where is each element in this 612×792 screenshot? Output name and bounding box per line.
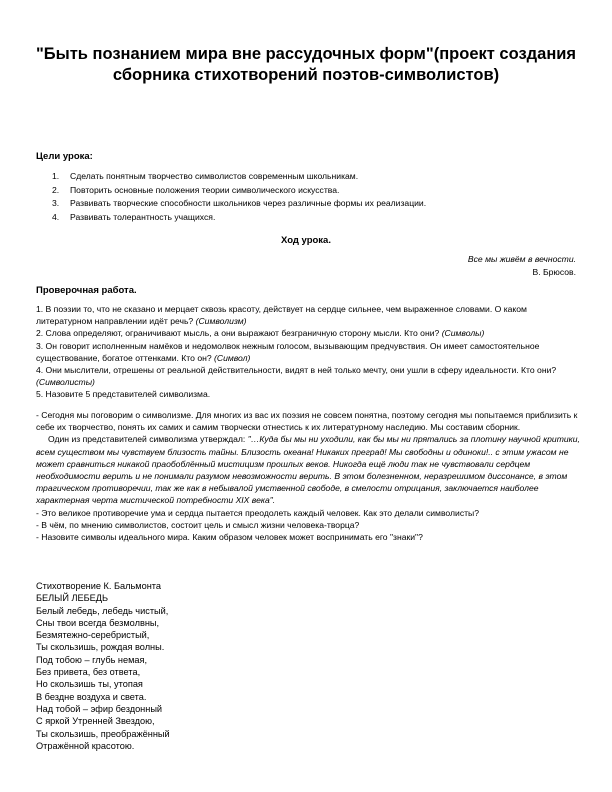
- list-item: [52, 170, 426, 184]
- paragraph: - Сегодня мы поговорим о символизме. Для многих из вас их поэзия не совсем понятна, поэтому сегодня мы попытаемся приблизить к себе их творчество, понять их самих и самим творчески отнестись к их литературному наследию. Мы составим сборник.: [36, 410, 578, 433]
- page-title: "Быть познанием мира вне рассудочных форм"(проект создания сборника стихотворений поэтов-символистов): [35, 45, 577, 84]
- goals-heading: Цели урока:: [36, 151, 93, 162]
- poem-line: Отражённой красотою.: [36, 740, 135, 751]
- list-number: 3.: [52, 198, 60, 208]
- paragraph: - Назовите символы идеального мира. Каким образом человек может воспринимать его "знаки"?: [36, 532, 423, 543]
- answer-text: (Символ): [214, 352, 251, 363]
- question-text: 1. В поэзии то, что не сказано и мерцает сквозь красоту, действует на сердце сильнее, чем выраженное словами. О каком литературном направлении идёт речь?: [36, 304, 527, 327]
- question-text: 2. Слова определяют, ограничивают мысль, а они выражают безграничную сторону мысли. Кто они?: [36, 328, 440, 339]
- epigraph-author: В. Брюсов.: [532, 267, 576, 277]
- poem-line: Под тобою – глубь немая,: [36, 654, 148, 665]
- poem-line: Безмятежно-серебристый,: [36, 630, 150, 641]
- quiz-question: [36, 303, 581, 327]
- quiz-question: [36, 327, 581, 339]
- list-text: Повторить основные положения теории символического искусства.: [70, 184, 340, 195]
- poem-line: Сны твои всегда безмолвны,: [36, 617, 160, 628]
- paragraph: - Это великое противоречие ума и сердца пытается преодолеть каждый человек. Как это делали символисты?: [36, 507, 480, 518]
- poem-intro: Стихотворение К. Бальмонта: [36, 581, 162, 591]
- epigraph-quote: Все мы живём в вечности.: [467, 254, 576, 264]
- list-text: Сделать понятным творчество символистов современным школьникам.: [70, 171, 359, 181]
- poem-line: Но скользишь ты, утопая: [36, 679, 143, 690]
- quiz-question: [36, 364, 581, 388]
- answer-text: (Символы): [441, 328, 485, 339]
- list-item: [52, 184, 426, 198]
- poem-line: В бездне воздуха и света.: [36, 691, 147, 702]
- poem-title: БЕЛЫЙ ЛЕБЕДЬ: [36, 593, 109, 604]
- quiz-question: [36, 340, 581, 364]
- quote-text: "…Куда бы мы ни уходили, как бы мы ни прятались за плотину научной критики, всем существом мы чувствуем близость тайны. Близость океана! Никаких преград! Мы свободны и одиноки!.. с этим ужасом не может сравниться никакой праобоб​лённый мистицизм прошлых веков. Никогда ещё люди так не чувствовали сердцем необходимости верить и не понимали разумом невозможности верить. В этом болезненном, неразрешимом диссонансе, в этом трагическом противоречии, так же как в небывалой умственной свободе, в смелости отрицания, заключается наиболее характерная черта мистической потребности XIX века".: [36, 434, 580, 506]
- lesson-heading: Ход урока.: [280, 235, 331, 246]
- poem-line: Ты скользишь, рождая волны.: [36, 642, 165, 653]
- answer-text: (Символизм): [195, 316, 247, 327]
- list-text: Развивать толерантность учащихся.: [70, 211, 216, 222]
- question-text: 4. Они мыслители, отрешены от реальной действительности, видят в ней только мечту, они ушли в сферу идеальности. Кто они?: [36, 365, 557, 376]
- poem-line: С яркой Утренней Звездою,: [36, 716, 155, 727]
- poem-line: Над тобой – эфир бездонный: [36, 703, 163, 714]
- paragraph: - В чём, по мнению символистов, состоит цель и смысл жизни человека-творца?: [36, 519, 360, 530]
- quote-lead: Один из представителей символизма утверждал:: [48, 434, 246, 445]
- quiz-questions: [36, 303, 581, 401]
- quote-paragraph: [36, 433, 581, 506]
- poem-line: Без привета, без ответа,: [36, 667, 141, 678]
- poem: [36, 580, 170, 752]
- list-item: [52, 211, 426, 225]
- list-text: Развивать творческие способности школьников через различные формы их реализации.: [70, 198, 427, 208]
- check-heading: Проверочная работа.: [36, 285, 137, 296]
- list-number: 2.: [52, 184, 60, 195]
- poem-line: Белый лебедь, лебедь чистый,: [36, 605, 169, 616]
- question-text: 3. Он говорит исполненным намёков и недомолвок нежным голосом, вызывающим предчувствия. Он имеет самостоятельное существование, богатое оттенками. Кто он?: [36, 340, 540, 363]
- answer-text: (Символисты): [36, 377, 95, 388]
- list-number: 4.: [52, 211, 60, 222]
- poem-line: Ты скользишь, преображённый: [36, 728, 170, 739]
- goals-list: [52, 170, 426, 224]
- list-item: [52, 197, 426, 211]
- quiz-question: 5. Назовите 5 представителей символизма.: [36, 389, 211, 400]
- list-number: 1.: [52, 171, 60, 181]
- epigraph: [468, 253, 576, 279]
- lesson-body: [36, 409, 581, 543]
